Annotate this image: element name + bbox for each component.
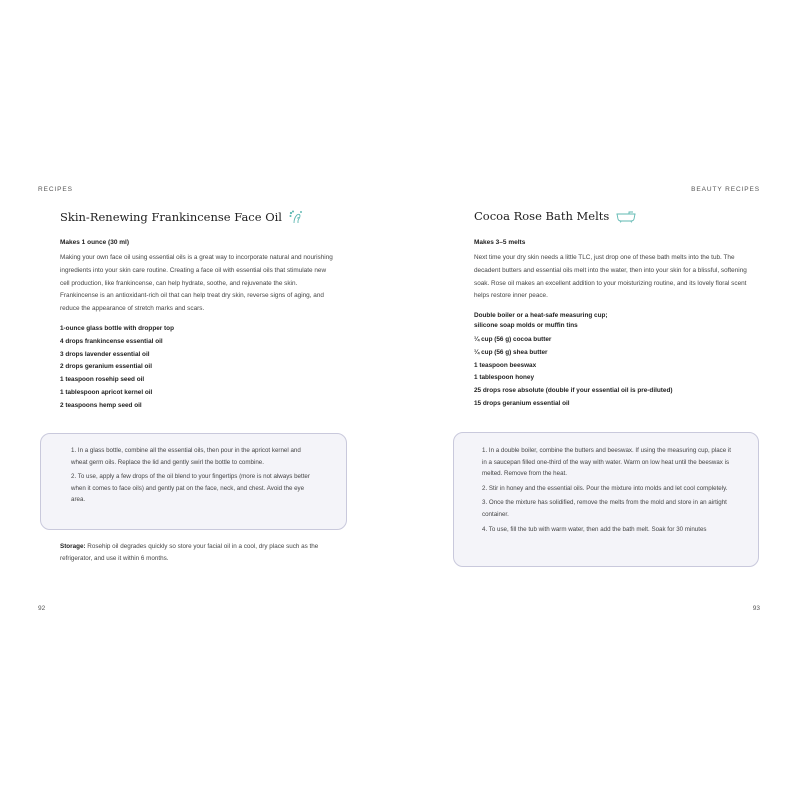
step: 1. In a glass bottle, combine all the essential oils, then pour in the apricot kernel and wheat germ oils. Replace the lid and gently swirl the bottle to combine. <box>71 447 301 466</box>
intro-paragraph: Making your own face oil using essential oils is a great way to incorporate natural and nourishing ingredients into your skin care routine. Creating a face oil with essential oils that stimulate new cell production, like frankincense, can help hydrate, soothe, and rejuvenate the skin. Frankincense is an antioxidant-rich oil that can help treat dry skin, reverse signs of aging, and reduce the appearance of stretch marks and scars. <box>60 254 333 313</box>
steps-list <box>482 445 732 535</box>
ingredient: ¼ cup (56 g) cocoa butter <box>474 336 552 343</box>
ingredient: Double boiler or a heat-safe measuring cup; <box>474 312 608 319</box>
ingredient: 2 teaspoons hemp seed oil <box>60 401 142 409</box>
ingredient: 2 drops geranium essential oil <box>60 363 152 371</box>
step: 2. Stir in honey and the essential oils. Pour the mixture into molds and let cool completely. <box>482 484 728 492</box>
intro-paragraph: Next time your dry skin needs a little TLC, just drop one of these bath melts into the tub. The decadent butters and essential oils melt into the water, then into your skin for a blissful, softening soak. Rose oil makes an excellent addition to your moisturizing routine, and its lovely floral scent helps restore inner peace. <box>474 254 747 300</box>
ingredient: silicone soap molds or muffin tins <box>474 322 578 329</box>
ingredient: 1 teaspoon rosehip seed oil <box>60 376 145 384</box>
ingredient: 1 tablespoon apricot kernel oil <box>60 388 153 396</box>
ingredient: 1 teaspoon beeswax <box>474 361 537 369</box>
storage-text: Rosehip oil degrades quickly so store your facial oil in a cool, dry place such as the refrigerator, and use it within 6 months. <box>60 543 319 563</box>
recipe-title: Skin-Renewing Frankincense Face Oil <box>60 210 282 224</box>
ingredient: 1-ounce glass bottle with dropper top <box>60 325 174 332</box>
ingredients-list <box>474 311 673 411</box>
recipe-title: Cocoa Rose Bath Melts <box>474 209 610 223</box>
ingredient: 25 drops rose absolute (double if your essential oil is pre-diluted) <box>474 387 673 395</box>
ingredient: 1 tablespoon honey <box>474 374 535 382</box>
step: 3. Once the mixture has solidified, remove the melts from the mold and store in an airtight container. <box>482 499 727 518</box>
steps-list <box>71 445 316 506</box>
ingredient: ¼ cup (56 g) shea butter <box>474 348 548 356</box>
recipe-header <box>60 209 304 225</box>
storage-note <box>60 541 350 565</box>
ingredient: 4 drops frankincense essential oil <box>60 337 163 345</box>
page-number: 92 <box>38 605 46 612</box>
ingredient: 3 drops lavender essential oil <box>60 350 150 358</box>
instructions-box <box>40 433 347 530</box>
running-head: BEAUTY RECIPES <box>691 186 760 193</box>
yield: Makes 3–5 melts <box>474 239 526 246</box>
face-oil-icon <box>288 209 304 225</box>
ingredients-list <box>60 323 174 413</box>
storage-label: Storage: <box>60 543 86 550</box>
instructions-box <box>453 432 759 567</box>
page-number: 93 <box>752 605 760 612</box>
step: 4. To use, fill the tub with warm water, then add the bath melt. Soak for 30 minutes <box>482 525 707 533</box>
bathtub-icon <box>615 209 637 223</box>
yield: Makes 1 ounce (30 ml) <box>60 239 129 246</box>
step: 1. In a double boiler, combine the butters and beeswax. If using the measuring cup, place it in a saucepan filled one-third of the way with water. Warm on low heat until the beeswax is melted. Remove from the heat. <box>482 447 732 478</box>
recipe-header <box>474 209 637 223</box>
running-head: RECIPES <box>38 186 73 193</box>
ingredient: 15 drops geranium essential oil <box>474 399 570 407</box>
right-page <box>400 0 800 800</box>
step: 2. To use, apply a few drops of the oil blend to your fingertips (more is not always better when it comes to face oils) and gently pat on the face, neck, and chest. Avoid the eye area. <box>71 473 310 504</box>
